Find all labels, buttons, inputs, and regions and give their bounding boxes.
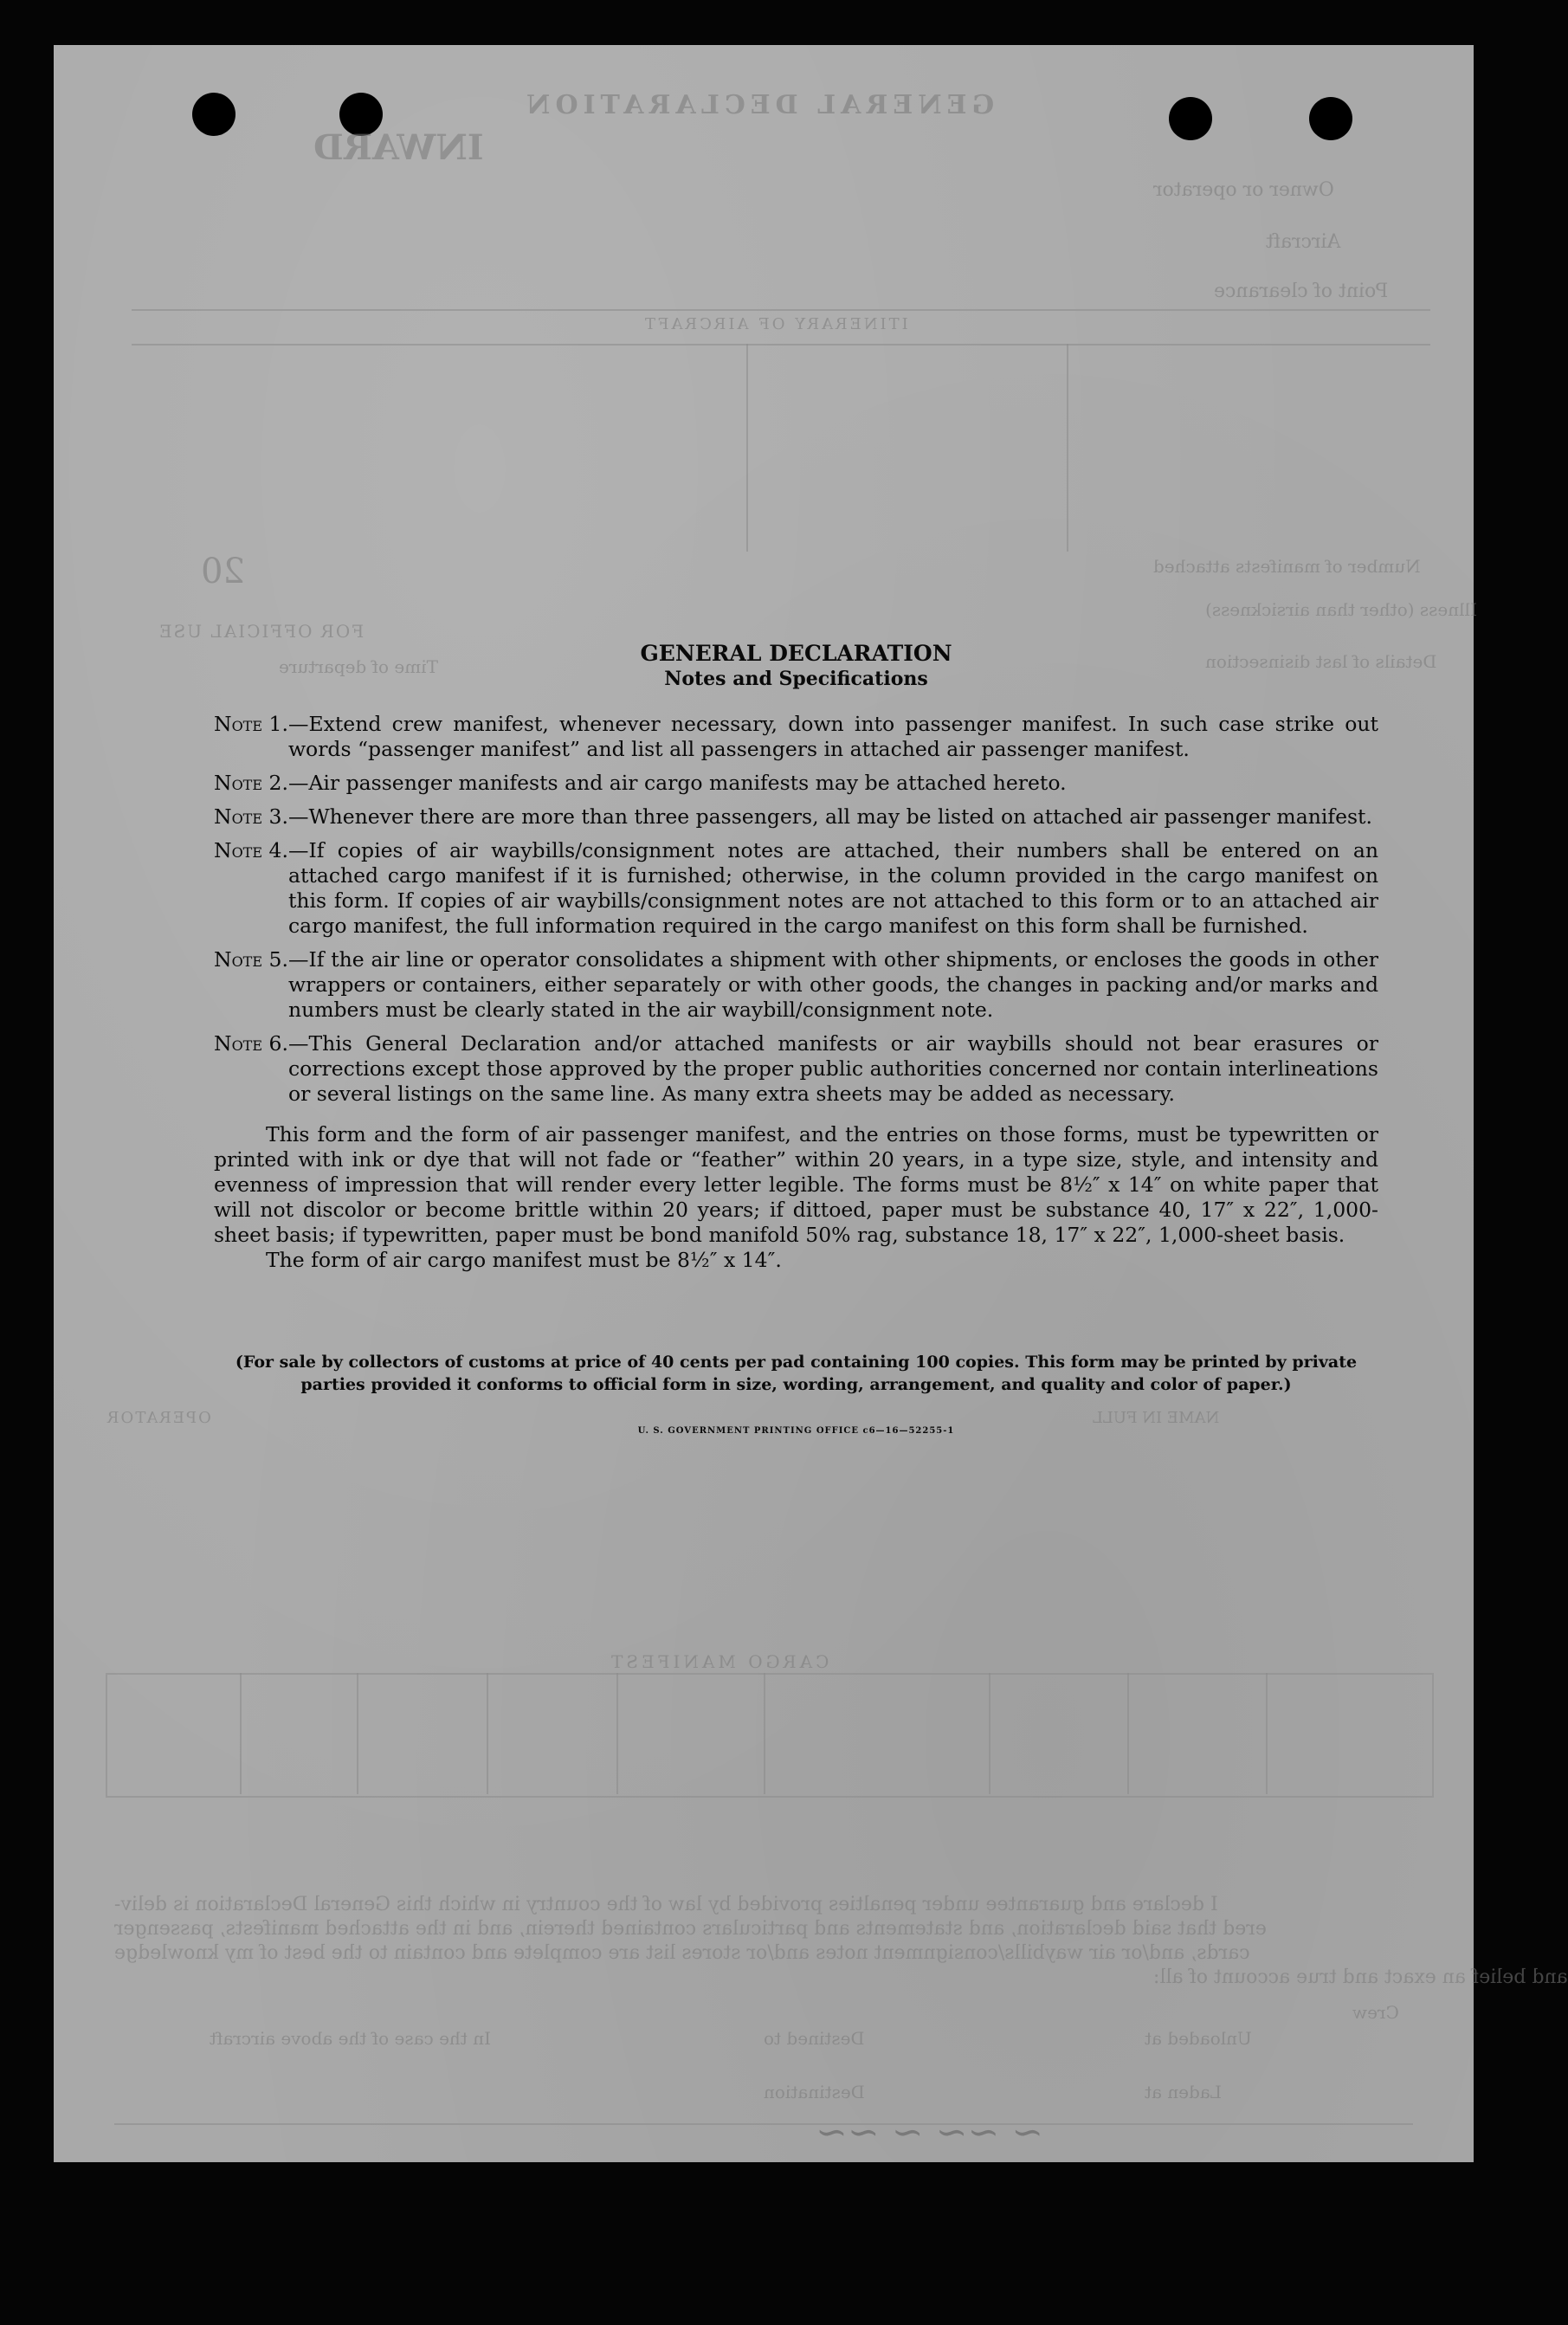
document-sheet: GENERAL DECLARATION INWARD Owner or operator Aircraft Point of clearance ITINERARY OF AIRCRAFT Number of manifests attached Illness (other than airsickness) Details of last disinsection 20 FOR OFFICIAL USE Time of departure NAME IN FULL OPERATOR CARGO MANIFEST I declare and guarantee under penalties provided by law of the country in which this General Declaration is deliv- ered that said declaration, and statements and particulars contained therein, and in the attached manifests, passenger cards, and/or air waybills/consignment notes and/or stores list are complete and contain to the best of my knowledge and belief an exact and true account of all: Crew Unloaded at Destined to Laden at Destination In the case of the above aircraft ~ ~~ ~ ~~ GENERAL DECLARATION Notes and Specifications Note 1. —Extend crew manifest, whenever necessary, down into passenger manifest. In such case strike out words “passenger manifest” and list all passengers in attached air passenger manifest. Note 2. —Air passenger manifests and air cargo manifests may be attached hereto. Note 3. —Whenever there are more than three passengers, all may be listed on attached air passenger manifest. Note 4. —If copies of air waybills/consignment notes are attached, their numbers shall be entered on an attached cargo manifest if it is furnished; otherwise, in the column provided in the cargo manifest on this form. If copies of air waybills/consignment notes are not attached to this form or to an attached air cargo manifest, the full information required in the cargo manifest on this form shall be furnished. Note 5. —If the air line or operator consolidates a shipment with other shipments, or encloses the goods in other wrappers or containers, either separately or with other goods, the changes in packing and/or marks and numbers must be clearly stated in the air waybill/consignment note. Note 6. —This General Declaration and/or attached manifests or air waybills should not bear erasures or corrections except those approved by the proper public authorities concerned nor contain interlineations or several listings on the same line. As many extra sheets may be added as necessary. This form and the form of air passenger manifest, and the entries on those forms, must be typewritten or printed with ink or dye that will not fade or “feather” within 20 years, in a type size, style, and intensity and evenness of impression that will render every letter legible. The forms must be 8½″ x 14″ on white paper that will not discolor or become brittle within 20 years; if dittoed, paper must be substance 40, 17″ x 22″, 1,000-sheet basis; if typewritten, paper must be bond manifold 50% rag, substance 18, 17″ x 22″, 1,000-sheet basis. The form of air cargo manifest must be 8½″ x 14″. (For sale by collectors of customs at price of 40 cents per pad containing 100 copies. This form may be printed by private parties provided it conforms to official form in size, wording, arrangement, and quality and color of paper.) U. S. GOVERNMENT PRINTING OFFICE c6—16—52255-1 [54,45,1474,2162]
note-label: Note 6. [214,1031,288,1056]
note-4 [214,838,1378,939]
document-title: GENERAL DECLARATION [640,641,952,666]
note-label: Note 3. [214,804,288,829]
note-text: —If copies of air waybills/consignment notes are attached, their numbers shall be entered on an attached cargo manifest if it is furnished; otherwise, in the column provided in the cargo manifest on this form. If copies of air waybills/consignment notes are not attached to this form or to an attached air cargo manifest, the full information required in the cargo manifest on this form shall be furnished. [287,838,1378,938]
sale-note: (For sale by collectors of customs at price of 40 cents per pad containing 100 copies. This form may be printed by private parties provided it conforms to official form in size, wording, arrangement, and quality and color of paper.) [235,1353,1358,1394]
note-label: Note 4. [214,838,288,862]
note-3 [214,804,1378,830]
note-label: Note 5. [214,947,288,972]
note-label: Note 1. [214,712,288,736]
punch-hole [192,93,236,136]
note-text: —Air passenger manifests and air cargo manifests may be attached hereto. [287,771,1067,795]
note-text: —If the air line or operator consolidates a shipment with other shipments, or encloses the goods in other wrappers or containers, either separately or with other goods, the changes in packing and/or marks and numbers must be clearly stated in the air waybill/consignment note. [287,947,1378,1022]
document-subtitle: Notes and Specifications [664,668,928,690]
note-5 [214,947,1378,1023]
handwritten-signature-bleed: ~ ~~ ~ ~~ [816,2110,1044,2154]
note-label: Note 2. [214,771,288,795]
printer-line: U. S. GOVERNMENT PRINTING OFFICE c6—16—52255-1 [637,1426,955,1436]
note-1 [214,712,1378,762]
note-text: —Extend crew manifest, whenever necessary, down into passenger manifest. In such case strike out words “passenger manifest” and list all passengers in attached air passenger manifest. [287,712,1378,761]
specification-paragraph: This form and the form of air passenger manifest, and the entries on those forms, must be typewritten or printed with ink or dye that will not fade or “feather” within 20 years, in a type size, style, and intensity and evenness of impression that will render every letter legible. The forms must be 8½″ x 14″ on white paper that will not discolor or become brittle within 20 years; if dittoed, paper must be substance 40, 17″ x 22″, 1,000-sheet basis; if typewritten, paper must be bond manifold 50% rag, substance 18, 17″ x 22″, 1,000-sheet basis. [214,1122,1378,1247]
punch-hole [1169,97,1212,140]
note-6 [214,1031,1378,1107]
note-text: —Whenever there are more than three passengers, all may be listed on attached air passenger manifest. [287,804,1372,829]
punch-hole [1309,97,1352,140]
note-2 [214,771,1378,796]
note-text: —This General Declaration and/or attached manifests or air waybills should not bear erasures or corrections except those approved by the proper public authorities concerned nor contain interlineations or several listings on the same line. As many extra sheets may be added as necessary. [287,1031,1378,1106]
notes-section [214,641,1378,1443]
cargo-manifest-size-paragraph: The form of air cargo manifest must be 8½″ x 14″. [266,1248,782,1272]
